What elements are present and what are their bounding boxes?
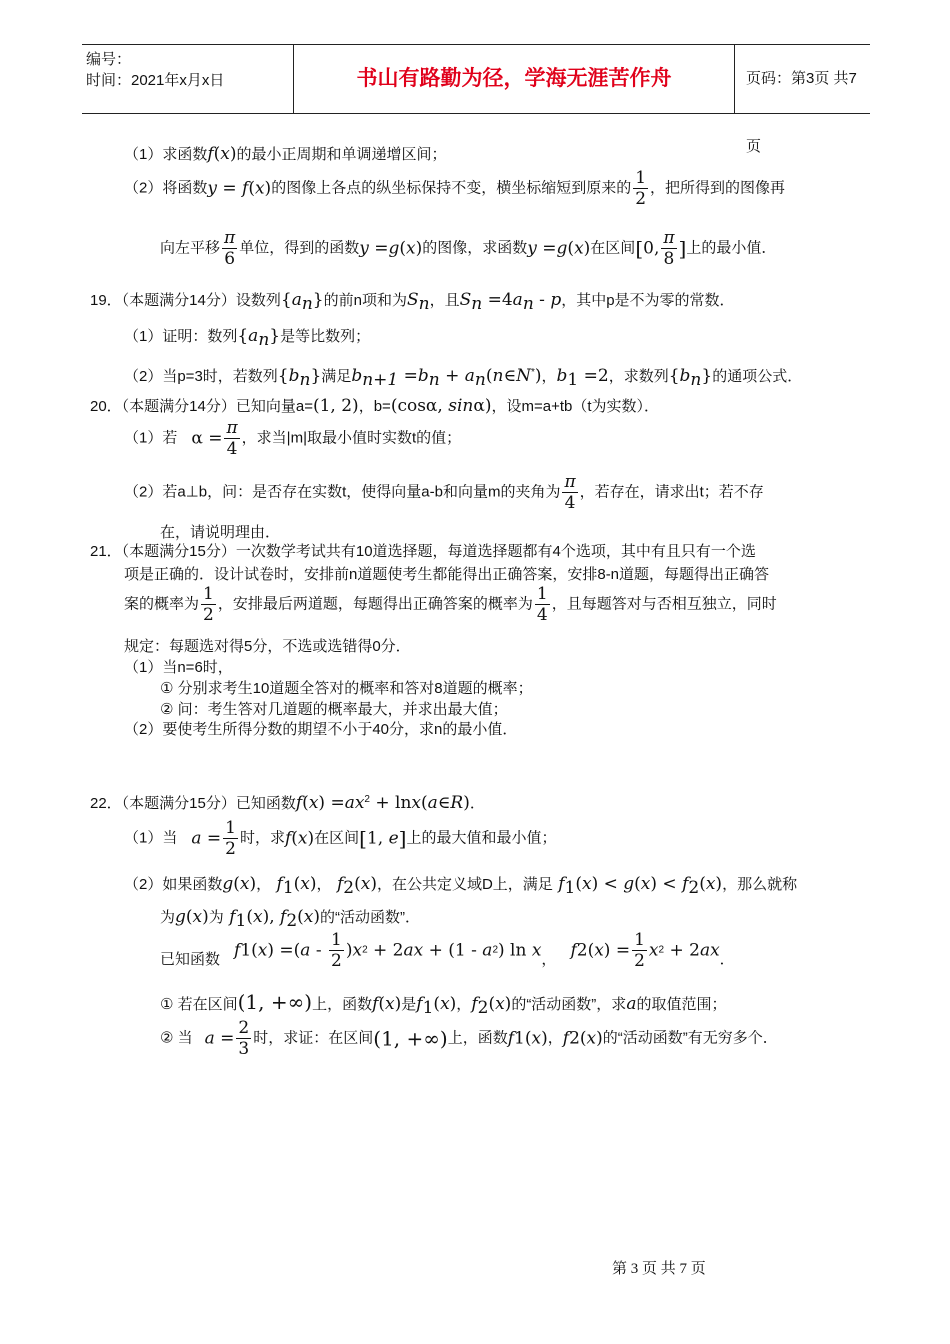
q21-line2: 项是正确的．设计试卷时，安排前n道题使考生都能得出正确答案，安排8-n道题，每题得出正确答: [124, 566, 770, 583]
math-fx: f: [207, 144, 214, 164]
q22-heading: 22．（本题满分15分）已知函数$f(x) =ax^2$ + lnx(a∈R)．: [90, 793, 485, 813]
q21-line3: 案的概率为 $\frac{1}{2}$ ，安排最后两道题，每题得出正确答案的概率为 $\frac{1}{4}$ ，且每题答对与否相互独立，同时: [124, 584, 777, 625]
q21-line7: ② 问：考生答对几道题的概率最大，并求出最大值；: [160, 701, 508, 718]
q20-part1: （1）若 α = $\frac{\pi}{4}$ ，求当|m|取最小值时实数t的值；: [124, 418, 462, 459]
q22-part2-cont: 为g(x)为 $f_1(x)$, $f_2(x)$的“活动函数”．: [160, 907, 421, 931]
q21-line4: 规定：每题选对得5分，不选或选错得0分．: [124, 638, 411, 655]
q21-line6: ① 分别求考生10道题全答对的概率和答对8道题的概率；: [160, 680, 533, 697]
fraction-half-2: $\frac{1}{2}$: [203, 584, 214, 625]
q20-part2-cont: 在，请说明理由．: [160, 524, 281, 541]
fraction-f2-half: $\frac{1}{2}$: [634, 930, 645, 971]
q21-line8: （2）要使考生所得分数的期望不小于40分，求n的最小值．: [124, 721, 518, 738]
q22-part1: （1）当 a = $\frac{1}{2}$ 时，求f(x)在区间[1, e]上的最大值和最小值；: [124, 818, 557, 859]
header-motto: 书山有路勤为径，学海无涯苦作舟: [293, 45, 735, 113]
fraction-a-half: $\frac{1}{2}$: [225, 818, 236, 859]
q22-sub2: ② 当 a = $\frac{2}{3}$ 时，求证：在区间(1, +∞)上，函数f1(x)，f2(x)的“活动函数”有无穷多个．: [160, 1018, 778, 1059]
fraction-pi-8: $\frac{\pi}{8}$: [663, 228, 675, 269]
q21-line5: （1）当n=6时，: [124, 659, 233, 676]
fraction-pi-6: $\frac{\pi}{6}$: [224, 228, 236, 269]
q19-heading: 19．（本题满分14分）设数列$\{a_n\}$的前n项和为$S_n$，且$S_n =4a_n - p$，其中p是不为零的常数．: [90, 290, 735, 314]
fraction-quarter: $\frac{1}{4}$: [536, 584, 548, 625]
header-meta: [86, 49, 286, 91]
q20-heading: 20．（本题满分14分）已知向量a=(1, 2)，b=(cosα, sinα)，设m=a+tb（t为实数）．: [90, 396, 660, 416]
header-id-label: 编号：: [86, 51, 132, 68]
header-page-label: 页码：第3页 共7页: [746, 70, 857, 155]
q19-part2: （2）当p=3时，若数列$\{b_n\}$满足$b_{n+1} =b_n$ + $a_n(n\in N^*)$，$b_1 =2$，求数列$\{b_n\}$的通项公式．: [124, 366, 803, 390]
q18-part3: 向左平移 $\frac{\pi}{6}$ 单位，得到的函数y =g(x)的图像，求函数y =g(x)在区间[0, $\frac{\pi}{8}$ ]上的最小值．: [160, 228, 777, 269]
header-time-label: 时间：2021年x月x日: [86, 72, 225, 89]
fraction-two-thirds: $\frac{2}{3}$: [238, 1018, 250, 1059]
fraction-f1-half: $\frac{1}{2}$: [331, 930, 342, 971]
fraction-pi-4: $\frac{\pi}{4}$: [226, 418, 238, 459]
q18-part2: （2）将函数y = f(x)的图像上各点的纵坐标保持不变，横坐标缩短到原来的 $\frac{1}{2}$ ，把所得到的图像再: [124, 168, 786, 209]
q22-part2: （2）如果函数g(x)， $f_1(x)$， $f_2(x)$，在公共定义域D上，满足 $f_1(x) < g(x) < f_2(x)$，那么就称: [124, 874, 798, 898]
q21-line1: 21．（本题满分15分）一次数学考试共有10道选择题，每道选择题都有4个选项，其中有且只有一个选: [90, 543, 756, 560]
fraction-half: $\frac{1}{2}$: [635, 168, 647, 209]
q20-part2: （2）若a⊥b，问：是否存在实数t，使得向量a-b和向量m的夹角为 $\frac{\pi}{4}$ ，若存在，请求出t；若不存: [124, 472, 764, 513]
page-footer: 第 3 页 共 7 页: [612, 1261, 706, 1277]
fraction-pi-4-angle: $\frac{\pi}{4}$: [564, 472, 576, 513]
q19-part1: （1）证明：数列$\{a_n\}$是等比数列；: [124, 326, 371, 350]
q18-part1: （1）求函数f(x)的最小正周期和单调递增区间；: [124, 144, 447, 164]
q22-sub1: ① 若在区间(1, +∞)上，函数f(x)是$f_1(x)$，$f_2(x)$的“活动函数”，求a的取值范围；: [160, 990, 727, 1018]
q22-given-functions: 已知函数 f1(x) =(a - $\frac{1}{2}$ )x2 + 2ax + (1 - a2) ln x， f2(x) = $\frac{1}{2}$ x2 + 2ax．: [160, 930, 735, 971]
